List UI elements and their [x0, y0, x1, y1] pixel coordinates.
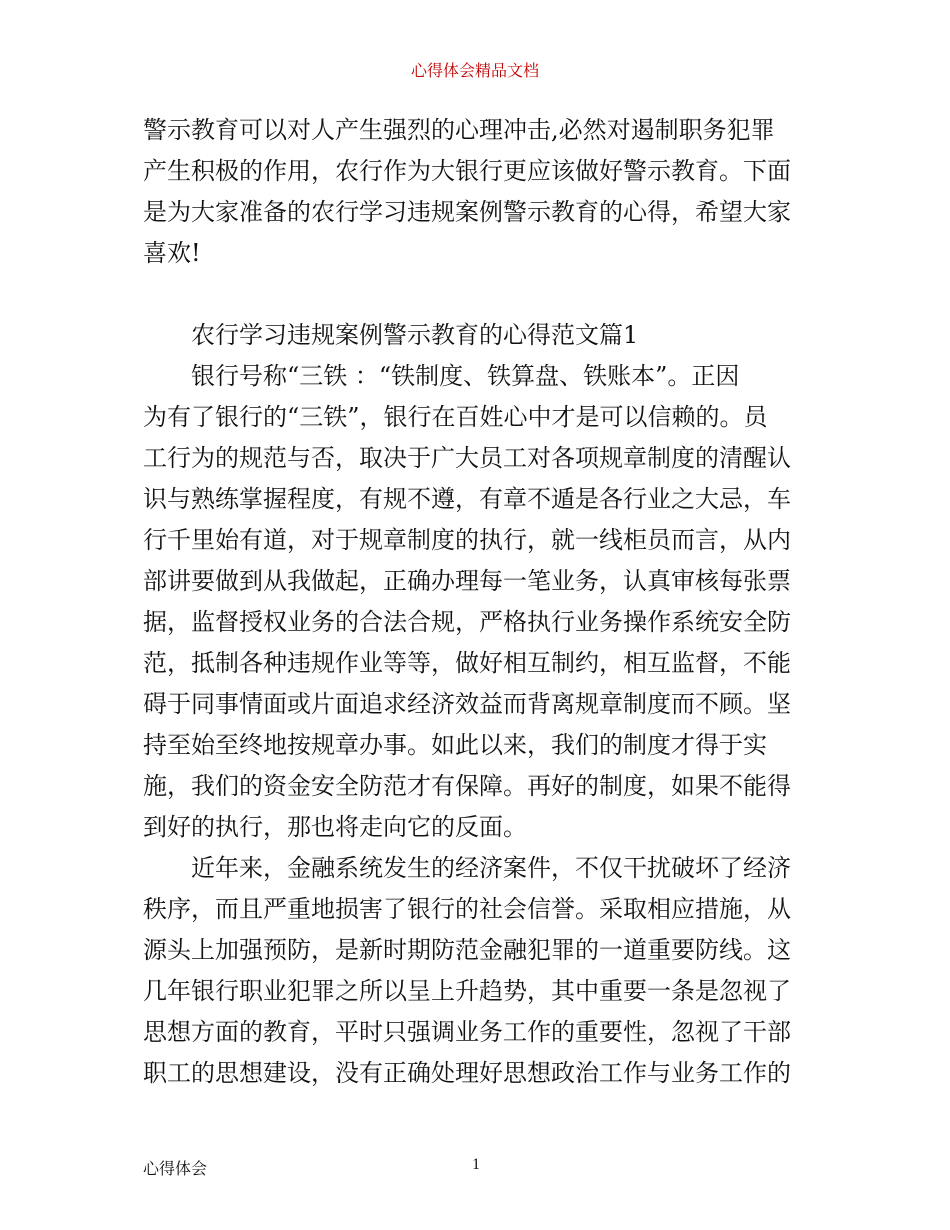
- text-line: 近年来，金融系统发生的经济案件，不仅干扰破坏了经济: [191, 854, 791, 882]
- text-line: 几年银行职业犯罪之所以呈上升趋势，其中重要一条是忽视了: [143, 977, 791, 1005]
- text-line: 持至始至终地按规章办事。如此以来，我们的制度才得于实: [143, 731, 767, 759]
- text-line: 为有了银行的“三铁”，银行在百姓心中才是可以信赖的。员: [143, 403, 768, 431]
- section-title: 农行学习违规案例警示教育的心得范文篇1: [191, 321, 639, 349]
- text-line: 喜欢!: [143, 239, 201, 267]
- text-line: 工行为的规范与否，取决于广大员工对各项规章制度的清醒认: [143, 444, 791, 472]
- text-line: 施，我们的资金安全防范才有保障。再好的制度，如果不能得: [143, 772, 791, 800]
- page-number: 1: [472, 1156, 480, 1173]
- paragraph-gap: [143, 274, 813, 315]
- page-header: 心得体会精品文档: [410, 61, 539, 80]
- text-line: 行千里始有道，对于规章制度的执行，就一线柜员而言，从内: [143, 526, 791, 554]
- text-line: 银行号称“三铁 ：“铁制度、铁算盘、铁账本”。正因: [191, 362, 740, 390]
- text-line: 职工的思想建设，没有正确处理好思想政治工作与业务工作的: [143, 1059, 791, 1087]
- text-line: 警示教育可以对人产生强烈的心理冲击,必然对遏制职务犯罪: [143, 116, 775, 144]
- text-line: 产生积极的作用，农行作为大银行更应该做好警示教育。下面: [143, 157, 791, 185]
- text-line: 是为大家准备的农行学习违规案例警示教育的心得，希望大家: [143, 198, 791, 226]
- text-line: 思想方面的教育，平时只强调业务工作的重要性，忽视了干部: [143, 1018, 791, 1046]
- text-line: 识与熟练掌握程度，有规不遵，有章不遁是各行业之大忌，车: [143, 485, 791, 513]
- text-line: 碍于同事情面或片面追求经济效益而背离规章制度而不顾。坚: [143, 690, 791, 718]
- intro-paragraph: [143, 110, 813, 274]
- text-line: 秩序，而且严重地损害了银行的社会信誉。采取相应措施，从: [143, 895, 791, 923]
- text-line: 范，抵制各种违规作业等等，做好相互制约，相互监督，不能: [143, 649, 791, 677]
- text-line: 源头上加强预防，是新时期防范金融犯罪的一道重要防线。这: [143, 936, 791, 964]
- text-line: 据，监督授权业务的合法合规，严格执行业务操作系统安全防: [143, 608, 791, 636]
- text-line: 到好的执行，那也将走向它的反面。: [143, 813, 527, 841]
- paragraph-1: [143, 356, 813, 848]
- paragraph-2: [143, 848, 813, 1094]
- document-body: [143, 110, 813, 1094]
- text-line: 部讲要做到从我做起，正确办理每一笔业务，认真审核每张票: [143, 567, 791, 595]
- footer-label: 心得体会: [143, 1159, 208, 1178]
